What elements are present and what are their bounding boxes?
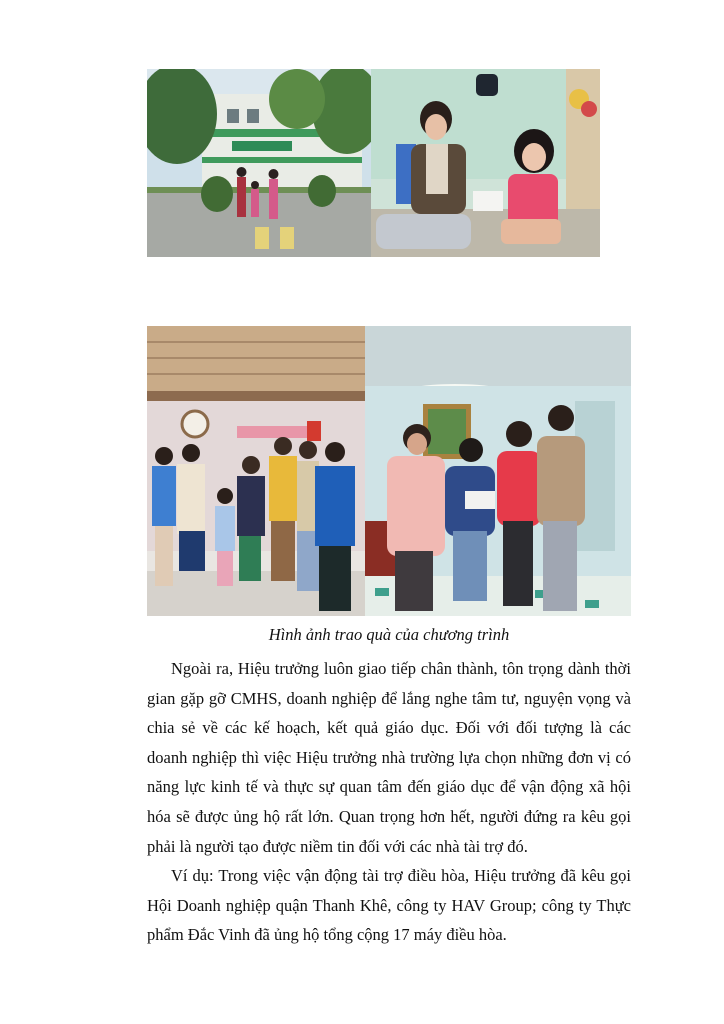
paragraph-1: Ngoài ra, Hiệu trưởng luôn giao tiếp chân thành, tôn trọng dành thời gian gặp gỡ CMHS, doanh nghiệp để lắng nghe tâm tư, nguyện vọng và chia sẻ về các kế hoạch, kết quả giáo dục. Đối với đối tượng là các doanh nghiệp thì việc Hiệu trưởng nhà trường lựa chọn những đơn vị có năng lực kinh tế và thực sự quan tâm đến giáo dục để vận động xã hội hóa sẽ được ủng hộ rất lớn. Quan trọng hơn hết, người đứng ra kêu gọi phải là người tạo được niềm tin đối với các nhà tài trợ đó. [147,659,631,856]
photo-family-group [147,326,365,616]
photo-teacher-with-girl [371,69,600,257]
paragraph-2: Ví dụ: Trong việc vận động tài trợ điều hòa, Hiệu trưởng đã kêu gọi Hội Doanh nghiệp quận Thanh Khê, công ty HAV Group; công ty Thực phẩm Đắc Vinh đã ủng hộ tổng cộng 17 máy điều hòa. [147,866,631,945]
figure-caption: Hình ảnh trao quà của chương trình [268,625,510,644]
photo-school-yard-gift [147,69,371,257]
photo-home-visit-envelope [365,326,631,616]
body-text [147,654,631,950]
